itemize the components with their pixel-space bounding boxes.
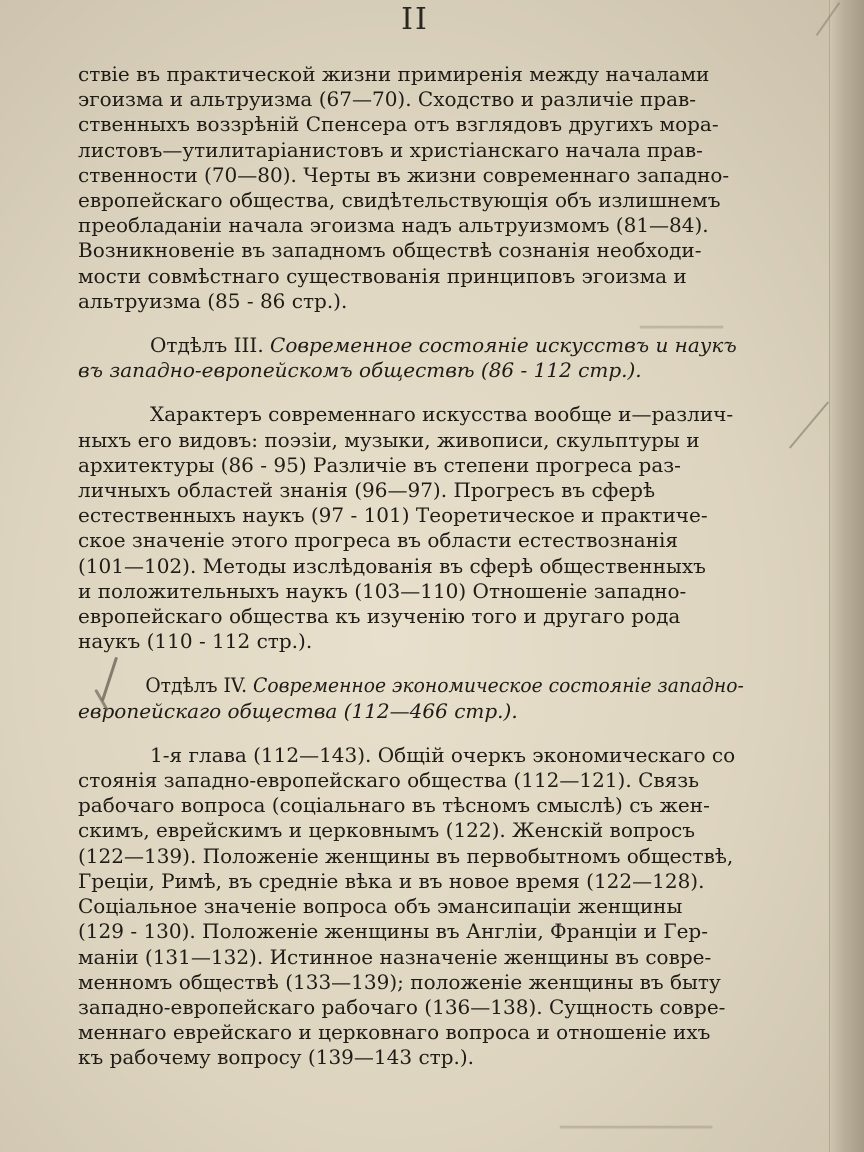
text-line: мости совмѣстнаго существованія принциповъ эгоизма и <box>78 263 687 288</box>
text-line: ныхъ его видовъ: поэзіи, музыки, живописи, скульптуры и <box>78 427 700 452</box>
text-line: скимъ, еврейскимъ и церковнымъ (122). Женскій вопросъ <box>78 818 695 843</box>
bleed-through-shadow: ▁▁▁▁▁▁ <box>640 308 724 329</box>
heading-title: въ западно-европейскомъ обществѣ (86 - 112 стр.). <box>78 358 642 383</box>
text-line: естественныхъ наукъ (97 - 101) Теоретическое и практиче- <box>78 503 708 528</box>
text-line: Соціальное значеніе вопроса объ эмансипаціи женщины <box>78 894 683 919</box>
heading-line <box>78 699 744 724</box>
text-line: (122—139). Положеніе женщины въ первобытномъ обществѣ, <box>78 843 734 868</box>
text-line: наукъ (110 - 112 стр.). <box>78 629 313 654</box>
text-line: (129 - 130). Положеніе женщины въ Англіи, Франціи и Гер- <box>78 919 708 944</box>
text-line: личныхъ областей знанія (96—97). Прогресъ въ сферѣ <box>78 478 656 503</box>
heading-label: Отдѣлъ III. <box>150 333 271 358</box>
paragraph-continuation <box>78 62 744 314</box>
text-line: западно-европейскаго рабочаго (136—138). Сущность совре- <box>78 994 726 1019</box>
text-line: ствіе въ практической жизни примиренія между началами <box>78 62 710 86</box>
text-line: альтруизма (85 - 86 стр.). <box>78 288 348 313</box>
section-heading-4 <box>78 673 744 723</box>
text-line: ское значеніе этого прогреса въ области естествознанія <box>78 528 679 553</box>
heading-line <box>78 358 744 383</box>
pencil-mark <box>789 401 829 448</box>
text-line: къ рабочему вопросу (139—143 стр.). <box>78 1045 475 1070</box>
heading-label: Отдѣлъ IV. <box>145 673 254 698</box>
paragraph-section-4 <box>78 743 744 1071</box>
text-line: архитектуры (86 - 95) Различіе въ степени прогреса раз- <box>78 452 681 477</box>
heading-title: Современное состояніе искусствъ и наукъ <box>270 333 737 358</box>
text-line: Возникновеніе въ западномъ обществѣ сознанія необходи- <box>78 238 702 263</box>
paragraph-section-3 <box>78 402 744 654</box>
text-line: эгоизма и альтруизма (67—70). Сходство и различіе прав- <box>78 87 697 112</box>
text-body <box>78 62 744 1090</box>
text-line: меннаго еврейскаго и церковнаго вопроса и отношеніе ихъ <box>78 1020 711 1045</box>
text-line: листовъ—утилитаріанистовъ и христіанскаго начала прав- <box>78 137 703 162</box>
text-line: европейскаго общества, свидѣтельствующія объ излишнемъ <box>78 188 721 213</box>
heading-title: европейскаго общества (112—466 стр.). <box>78 698 518 723</box>
text-line: менномъ обществѣ (133—139); положеніе женщины въ быту <box>78 969 721 994</box>
text-line: рабочаго вопроса (соціальнаго въ тѣсномъ смыслѣ) съ жен- <box>78 793 710 818</box>
page-number: II <box>401 2 429 37</box>
text-line: и положительныхъ наукъ (103—110) Отношеніе западно- <box>78 578 687 603</box>
bleed-through-shadow: ▁▁▁▁▁▁▁▁▁▁▁ <box>560 1108 713 1129</box>
text-line: европейскаго общества къ изученію того и другаго рода <box>78 604 681 629</box>
heading-line <box>78 333 744 358</box>
text-line: 1-я глава (112—143). Общій очеркъ экономическаго со <box>150 742 736 767</box>
page-edge <box>829 0 864 1152</box>
text-line: преобладаніи начала эгоизма надъ альтруизмомъ (81—84). <box>78 213 709 238</box>
text-line: Характеръ современнаго искусства вообще и—различ- <box>150 402 734 427</box>
text-line: стоянія западно-европейскаго общества (112—121). Связь <box>78 768 700 793</box>
heading-title: Современное экономическое состояніе западно- <box>253 673 744 698</box>
section-heading-3 <box>78 333 744 383</box>
text-line: ственности (70—80). Черты въ жизни современнаго западно- <box>78 162 730 187</box>
text-line: (101—102). Методы изслѣдованія въ сферѣ общественныхъ <box>78 553 706 578</box>
text-line: маніи (131—132). Истинное назначеніе женщины въ совре- <box>78 944 712 969</box>
text-line: Греціи, Римѣ, въ средніе вѣка и въ новое время (122—128). <box>78 868 705 893</box>
heading-line <box>78 673 744 698</box>
text-line: ственныхъ воззрѣній Спенсера отъ взглядовъ другихъ мора- <box>78 112 719 137</box>
